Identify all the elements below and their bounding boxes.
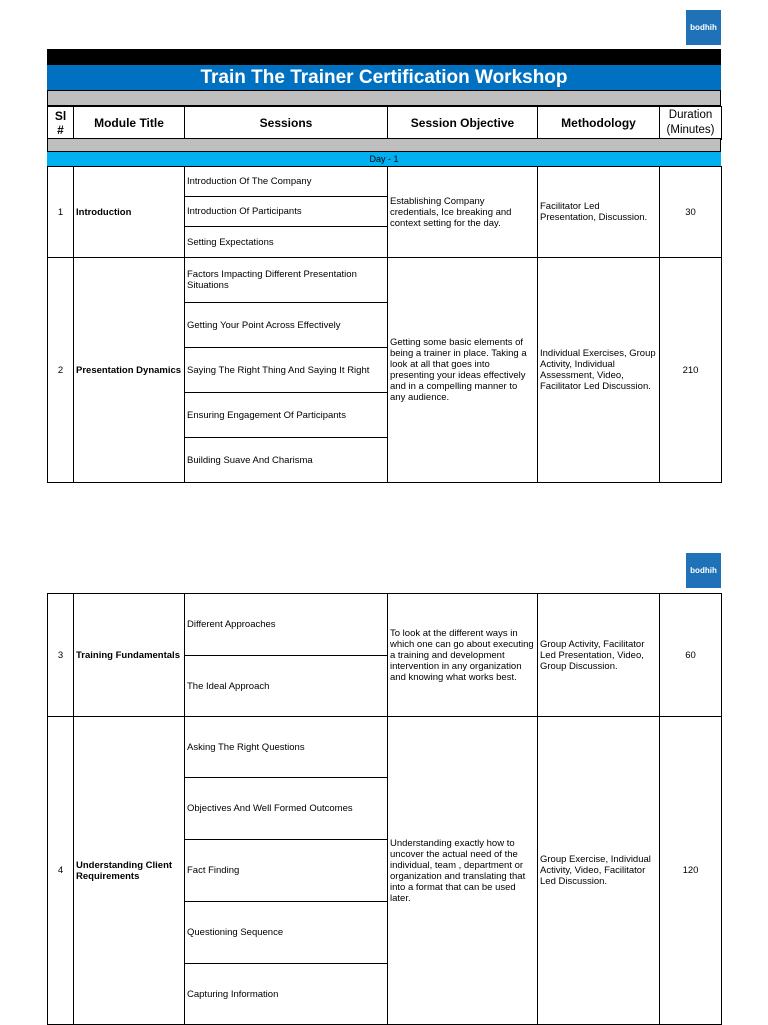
session-cell: Different Approaches [185,594,388,656]
page-title: Train The Trainer Certification Workshop [47,65,721,90]
col-header-duration: Duration (Minutes) [660,107,722,140]
session-cell: Getting Your Point Across Effectively [185,303,388,348]
session-cell: Setting Expectations [185,227,388,258]
module-number: 2 [48,258,74,483]
methodology: Group Activity, Facilitator Led Presentation, Video, Group Discussion. [538,594,660,717]
session-cell: Asking The Right Questions [185,717,388,778]
module-title: Presentation Dynamics [74,258,185,483]
session-cell: Questioning Sequence [185,902,388,964]
session-cell: Introduction Of The Company [185,167,388,197]
table-row [48,258,722,303]
session-objective: Understanding exactly how to uncover the actual need of the individual, team , department or organization and translating that into a format that can be used later. [388,717,538,1025]
col-header-sl: Sl # [48,107,74,140]
bodhih-logo: bodhih [686,553,721,588]
col-header-objective: Session Objective [388,107,538,140]
duration: 30 [660,167,722,258]
col-header-sessions: Sessions [185,107,388,140]
session-cell: Introduction Of Participants [185,197,388,227]
duration: 60 [660,594,722,717]
session-objective: To look at the different ways in which one can go about executing a training and development intervention in any organization and knowing what works best. [388,594,538,717]
bodhih-logo: bodhih [686,10,721,45]
module-title: Understanding Client Requirements [74,717,185,1025]
table-row [48,594,722,656]
header-black-bar [47,49,721,65]
session-cell: Capturing Information [185,964,388,1025]
module-number: 1 [48,167,74,258]
module-number: 4 [48,717,74,1025]
module-title: Training Fundamentals [74,594,185,717]
module-number: 3 [48,594,74,717]
gray-separator [47,90,721,106]
modules-table-page2 [47,593,722,1025]
day-label: Day - 1 [47,152,721,166]
module-title: Introduction [74,167,185,258]
gray-separator [47,138,721,152]
session-cell: Objectives And Well Formed Outcomes [185,778,388,840]
col-header-module: Module Title [74,107,185,140]
modules-table-page1 [47,166,722,483]
methodology: Group Exercise, Individual Activity, Video, Facilitator Led Discussion. [538,717,660,1025]
table-row [48,717,722,778]
session-objective: Getting some basic elements of being a trainer in place. Taking a look at all that goes into presenting your ideas effectively and in a compelling manner to any audience. [388,258,538,483]
session-objective: Establishing Company credentials, Ice breaking and context setting for the day. [388,167,538,258]
duration: 120 [660,717,722,1025]
table-row [48,167,722,197]
header-table [47,106,722,140]
session-cell: Factors Impacting Different Presentation Situations [185,258,388,303]
duration: 210 [660,258,722,483]
session-cell: Building Suave And Charisma [185,438,388,483]
session-cell: The Ideal Approach [185,656,388,717]
session-cell: Ensuring Engagement Of Participants [185,393,388,438]
session-cell: Fact Finding [185,840,388,902]
methodology: Individual Exercises, Group Activity, Individual Assessment, Video, Facilitator Led Discussion. [538,258,660,483]
col-header-methodology: Methodology [538,107,660,140]
methodology: Facilitator Led Presentation, Discussion. [538,167,660,258]
session-cell: Saying The Right Thing And Saying It Right [185,348,388,393]
